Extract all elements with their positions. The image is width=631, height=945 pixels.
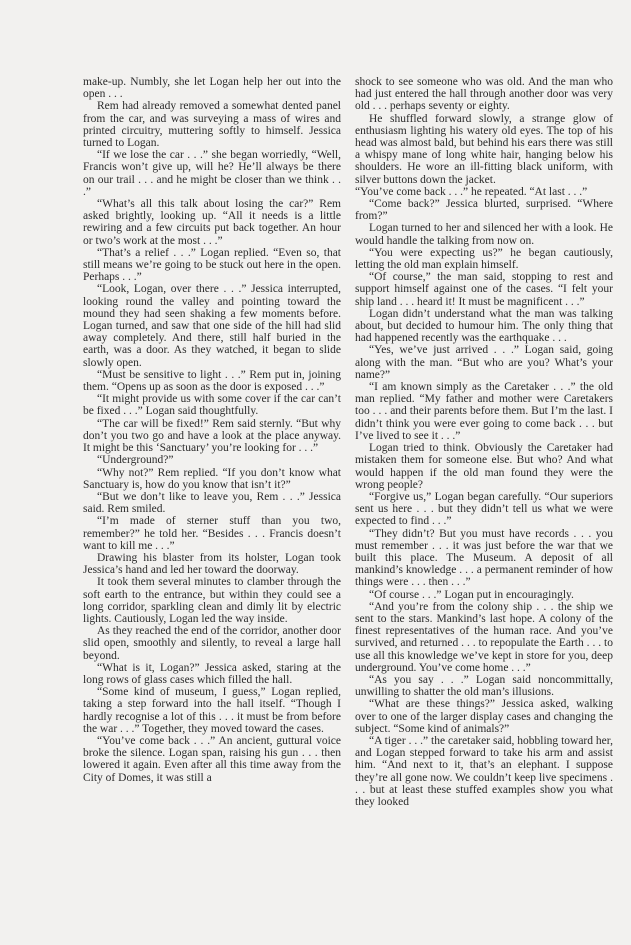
paragraph: “Of course . . .” Logan put in encouragingly. bbox=[369, 588, 574, 601]
paragraph: “That’s a relief . . .” Logan replied. “Even so, that still means we’re going to be stuck out here in the open. Perhaps . . .” bbox=[83, 246, 341, 284]
paragraph: “Yes, we’ve just arrived . . .” Logan said, going along with the man. “But who are you? What’s your name?” bbox=[355, 344, 613, 381]
paragraph: “The car will be fixed!” Rem said sternly. “But why don’t you two go and have a look at the place anyway. It might be this ‘Sanctuary’ you’re looking for . . .” bbox=[83, 417, 341, 455]
paragraph: “What are these things?” Jessica asked, walking over to one of the larger display cases and changing the subject. “Some kind of animals?” bbox=[355, 698, 613, 735]
paragraph: Drawing his blaster from its holster, Logan took Jessica’s hand and led her toward the doorway. bbox=[83, 551, 341, 577]
paragraph: Logan tried to think. Obviously the Caretaker had mistaken them for someone else. But who? And what would happen if the old man found they were the wrong people? bbox=[355, 442, 613, 491]
paragraph: “As you say . . .” Logan said noncommittally, unwilling to shatter the old man’s illusions. bbox=[355, 673, 613, 699]
paragraph: He shuffled forward slowly, a strange glow of enthusiasm lighting his watery old eyes. The top of his head was almost bald, but behind his ears there was still a whispy mane of long white hair, hanging below his shoulders. He wore an ill-fitting black uniform, with silver buttons down the jacket. bbox=[355, 112, 613, 186]
paragraph: “Why not?” Rem replied. “If you don’t know what Sanctuary is, how do you know that isn’t it?” bbox=[83, 466, 341, 491]
paragraph: shock to see someone who was old. And the man who had just entered the hall through another door was very old . . . perhaps seventy or eighty. bbox=[355, 76, 613, 113]
paragraph: “Some kind of museum, I guess,” Logan replied, taking a step forward into the hall itself. “Though I hardly recognise a lot of this . . . it must be from before the war . . .” Together, they moved toward the cases. bbox=[83, 686, 341, 735]
paragraph: “Forgive us,” Logan began carefully. “Our superiors sent us here . . . but they didn’t tell us what we were expected to find . . .” bbox=[355, 490, 613, 528]
paragraph: “If we lose the car . . .” she began worriedly, “Well, Francis won’t give up, will he? He’ll always be there on our trail . . . and he might be closer than we think . . .” bbox=[83, 149, 341, 198]
paragraph: “You were expecting us?” he began cautiously, letting the old man explain himself. bbox=[355, 246, 613, 272]
paragraph: “You’ve come back . . .” he repeated. “At last . . .” bbox=[355, 185, 588, 198]
paragraph: Logan didn’t understand what the man was talking about, but decided to humour him. The only thing that had happened recently was the earthquake . . . bbox=[355, 307, 613, 345]
left-text-column bbox=[83, 76, 341, 784]
paragraph: “I’m made of sterner stuff than you two, remember?” he told her. “Besides . . . Francis doesn’t want to kill me . . .” bbox=[83, 515, 341, 552]
paragraph: Logan turned to her and silenced her with a look. He would handle the talking from now on. bbox=[355, 222, 613, 247]
paragraph: “You’ve come back . . .” An ancient, guttural voice broke the silence. Logan span, raising his gun . . . then lowered it again. Even after all this time away from the City of Domes, it was still a bbox=[83, 734, 341, 784]
paragraph: As they reached the end of the corridor, another door slid open, smoothly and silently, to reveal a large hall beyond. bbox=[83, 625, 341, 662]
paragraph: “What’s all this talk about losing the car?” Rem asked brightly, looking up. “All it needs is a little rewiring and a few circuits put back together. An hour or two’s work at the most . . .” bbox=[83, 198, 341, 247]
paragraph: “What is it, Logan?” Jessica asked, staring at the long rows of glass cases which filled the hall. bbox=[83, 661, 341, 686]
paragraph: “And you’re from the colony ship . . . the ship we sent to the stars. Mankind’s last hope. A colony of the finest representatives of the human race. And you’ve survived, and returned . . . to repopulate the Earth . . . to use all this knowledge we’ve kept in store for you, deep underground. You’ve come home . . .” bbox=[355, 600, 613, 674]
paragraph: make-up. Numbly, she let Logan help her out into the open . . . bbox=[83, 76, 341, 101]
paragraph: It took them several minutes to clamber through the soft earth to the entrance, but within they could see a long corridor, sparkling clean and dimly lit by electric lights. Cautiously, Logan led the way inside. bbox=[83, 576, 341, 625]
paragraph: “It might provide us with some cover if the car can’t be fixed . . .” Logan said thoughtfully. bbox=[83, 393, 341, 418]
paragraph: “Of course,” the man said, stopping to rest and support himself against one of the cases. “I felt your ship land . . . heard it! It must be magnificent . . .” bbox=[355, 271, 613, 308]
paragraph: “But we don’t like to leave you, Rem . . .” Jessica said. Rem smiled. bbox=[83, 490, 341, 516]
paragraph: Rem had already removed a somewhat dented panel from the car, and was surveying a mass of wires and printed circuitry, muttering softly to himself. Jessica turned to Logan. bbox=[83, 100, 341, 150]
paragraph: “Must be sensitive to light . . .” Rem put in, joining them. “Opens up as soon as the door is exposed . . .” bbox=[83, 368, 341, 394]
right-text-column bbox=[355, 76, 613, 808]
paragraph: “They didn’t? But you must have records . . . you must remember . . . it was just before the war that we built this place. The Museum. A deposit of all mankind’s knowledge . . . a permanent reminder of how things were . . . then . . .” bbox=[355, 527, 613, 589]
paragraph: “I am known simply as the Caretaker . . .” the old man replied. “My father and mother were Caretakers too . . . and their parents before them. But I’m the last. I didn’t think you were ever going to come back . . . but I’ve lived to see it . . .” bbox=[355, 381, 613, 442]
paragraph: “Underground?” bbox=[97, 454, 174, 467]
paragraph: “Look, Logan, over there . . .” Jessica interrupted, looking round the valley and pointing toward the mound they had seen shaking a few moments before. Logan turned, and saw that one side of the hill had slid away completely. And there, still half buried in the earth, was a door. As they watched, it began to slide slowly open. bbox=[83, 283, 341, 369]
paragraph: “Come back?” Jessica blurted, surprised. “Where from?” bbox=[355, 198, 613, 223]
paragraph: “A tiger . . .” the caretaker said, hobbling toward her, and Logan stepped forward to take his arm and assist him. “And next to it, that’s an elephant. I suppose they’re all gone now. We couldn’t keep live specimens . . . but at least these stuffed examples show you what they looked bbox=[355, 734, 613, 808]
